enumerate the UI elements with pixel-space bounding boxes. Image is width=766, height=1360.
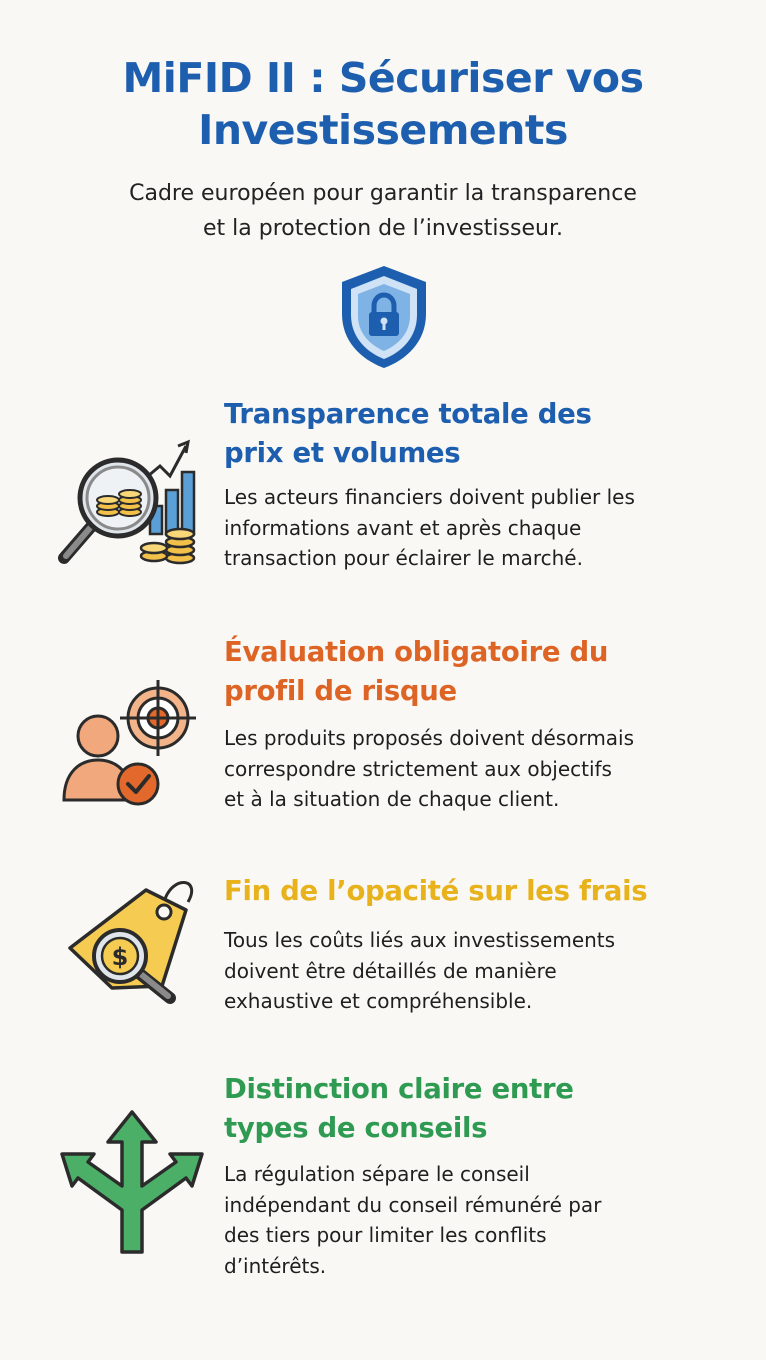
feature-description-line-3: exhaustive et compréhensible. (224, 989, 533, 1013)
feature-heading (224, 872, 744, 911)
magnifier-coins-chart-icon (52, 420, 212, 580)
feature-heading-line-1: Transparence totale des (224, 398, 592, 430)
feature-description-line-1: La régulation sépare le conseil (224, 1162, 530, 1186)
feature-description-line-2: informations avant et après chaque (224, 515, 582, 540)
shield-lock-icon (334, 262, 434, 372)
feature-heading (224, 633, 744, 711)
split-arrows-icon (52, 1106, 212, 1266)
feature-description-line-1: Les acteurs financiers doivent publier les (224, 485, 635, 509)
feature-description-line-3: et à la situation de chaque client. (224, 787, 560, 811)
feature-description-line-3: transaction pour éclairer le marché. (224, 546, 583, 570)
feature-heading-line-1: Évaluation obligatoire du (224, 636, 609, 668)
page-title-line-2: Investissements (198, 106, 568, 154)
feature-description (224, 482, 744, 574)
feature-description-line-3: des tiers pour limiter les conflits (224, 1223, 547, 1247)
feature-heading-line-1: Fin de l’opacité sur les frais (224, 875, 648, 907)
feature-description-line-4: d’intérêts. (224, 1253, 327, 1278)
feature-heading (224, 1070, 744, 1148)
feature-heading-line-2: prix et volumes (224, 437, 461, 469)
feature-description (224, 925, 744, 1017)
feature-heading-line-2: profil de risque (224, 675, 457, 707)
user-target-check-icon (52, 658, 212, 818)
feature-description-line-2: indépendant du conseil rémunéré par (224, 1192, 602, 1217)
svg-text:$: $ (111, 943, 129, 971)
feature-description-line-2: correspondre strictement aux objectifs (224, 756, 612, 781)
page-title (0, 52, 766, 156)
feature-description-line-2: doivent être détaillés de manière (224, 958, 557, 983)
price-tag-dollar-icon (52, 868, 212, 1028)
feature-heading-line-1: Distinction claire entre (224, 1073, 574, 1105)
page-subtitle-line-2: et la protection de l’investisseur. (203, 216, 563, 241)
feature-description-line-1: Tous les coûts liés aux investissements (224, 928, 616, 952)
feature-heading (224, 395, 744, 473)
page-title-line-1: MiFID II : Sécuriser vos (122, 54, 644, 102)
page-subtitle (0, 176, 766, 246)
feature-heading-line-2: types de conseils (224, 1112, 488, 1144)
feature-description (224, 1159, 744, 1281)
feature-description-line-1: Les produits proposés doivent désormais (224, 726, 635, 750)
page-subtitle-line-1: Cadre européen pour garantir la transparence (129, 181, 637, 206)
feature-description (224, 723, 744, 815)
